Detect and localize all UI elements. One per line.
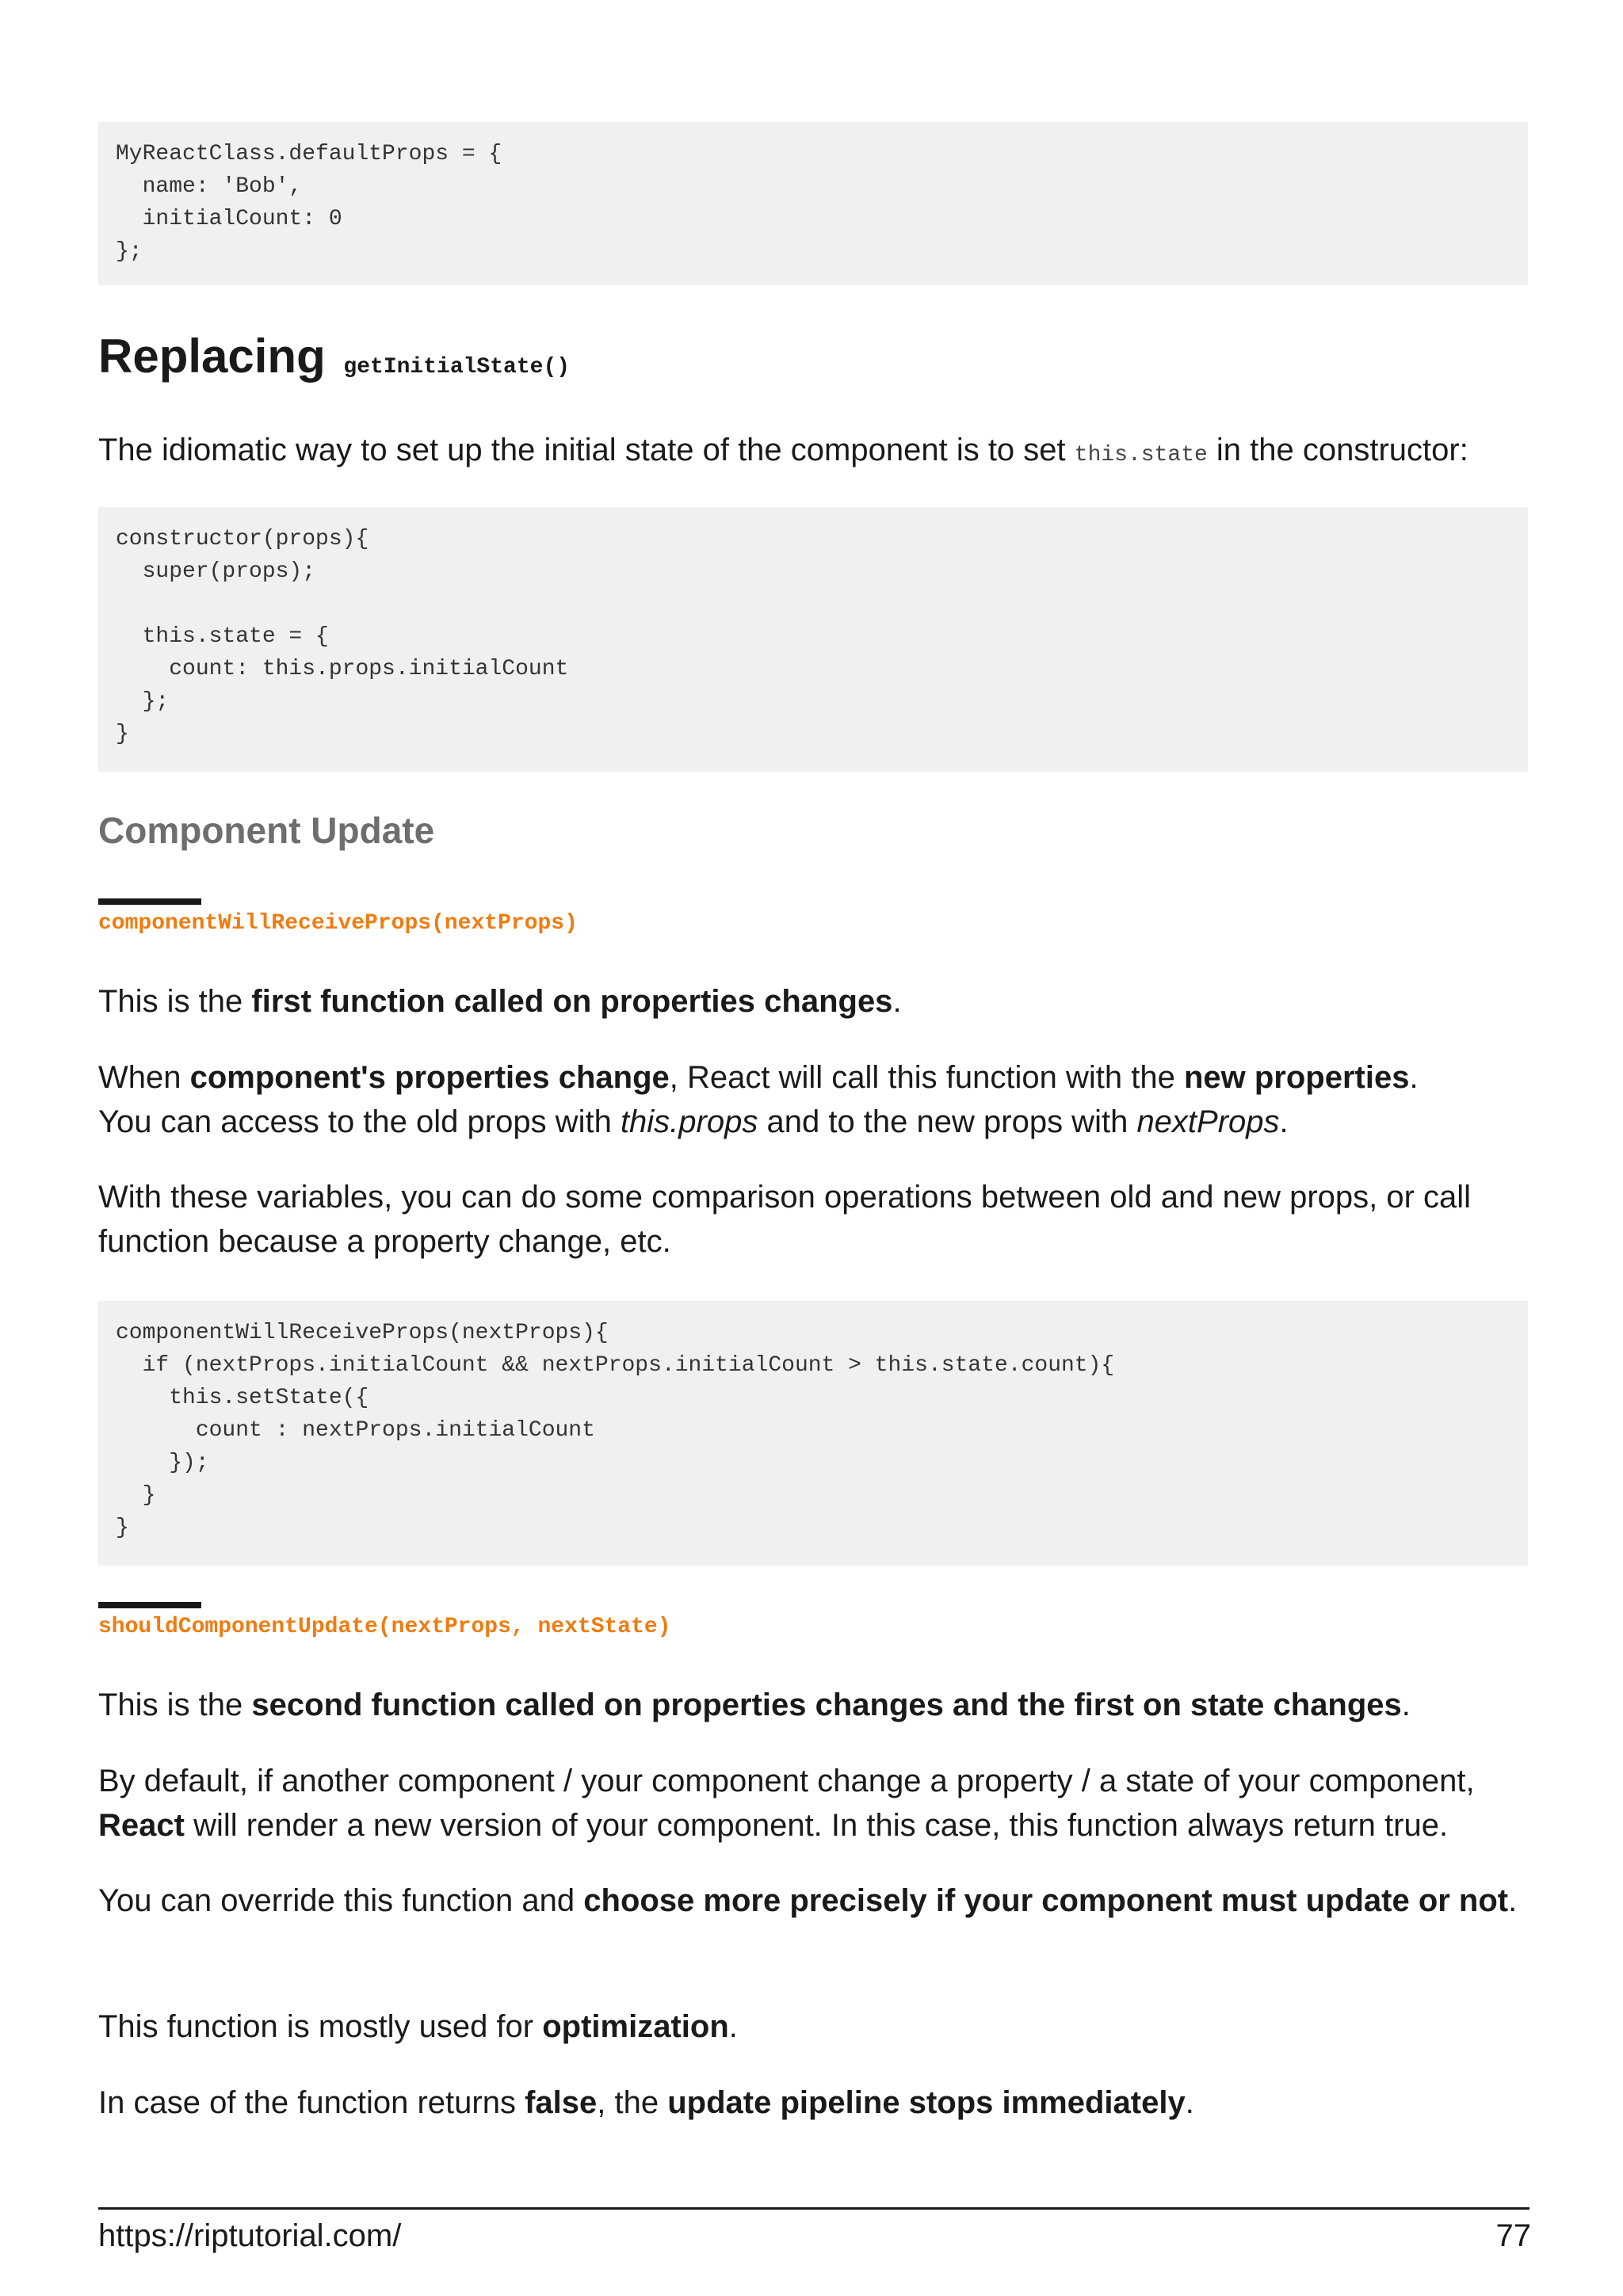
paragraph-when: When component's properties change, React will call this function with the new properties. You can access to the old props with this.props and to the new props with nextProps. [98,1060,1419,1139]
paragraph-with-variables: With these variables, you can do some comparison operations between old and new props, or call function because a property change, etc. [98,1180,1472,1259]
heading-component-update: Component Update [98,810,435,851]
paragraph-optimization: This function is mostly used for optimization. [98,2009,738,2044]
code-block-default-props: MyReactClass.defaultProps = { name: 'Bob', initialCount: 0 }; [98,122,1528,285]
code-block-constructor: constructor(props){ super(props); this.state = { count: this.props.initialCount }; } [98,507,1528,772]
section-rule [98,898,201,905]
page-number: 77 [1495,2218,1531,2253]
paragraph-override: You can override this function and choose more precisely if your component must update or not. [98,1883,1518,1918]
inline-code: this.state [1074,443,1208,467]
heading-replacing [98,329,570,395]
code-block-will-receive-props: componentWillReceiveProps(nextProps){ if (nextProps.initialCount && nextProps.initialCount > this.state.count){ this.setState({ count : nextProps.initialCount }); } } [98,1301,1528,1566]
heading-replacing-text: Replacing [98,330,326,383]
paragraph-first-function: This is the first function called on properties changes. [98,984,902,1019]
paragraph-second-function: This is the second function called on properties changes and the first on state changes. [98,1688,1411,1722]
heading-replacing-code: getInitialState() [343,355,571,379]
footer-url[interactable]: https://riptutorial.com/ [98,2218,402,2253]
paragraph-idiomatic: The idiomatic way to set up the initial state of the component is to set this.state in the constructor: [98,433,1468,467]
paragraph-by-default: By default, if another component / your component change a property / a state of your component, React will render a new version of your component. In this case, this function always return true. [98,1764,1475,1843]
paragraph-returns-false: In case of the function returns false, the update pipeline stops immediately. [98,2085,1194,2120]
section-rule [98,1602,201,1608]
function-name-should-component-update: shouldComponentUpdate(nextProps, nextState) [98,1615,671,1639]
footer-rule [98,2207,1529,2210]
function-name-will-receive-props: componentWillReceiveProps(nextProps) [98,911,578,936]
